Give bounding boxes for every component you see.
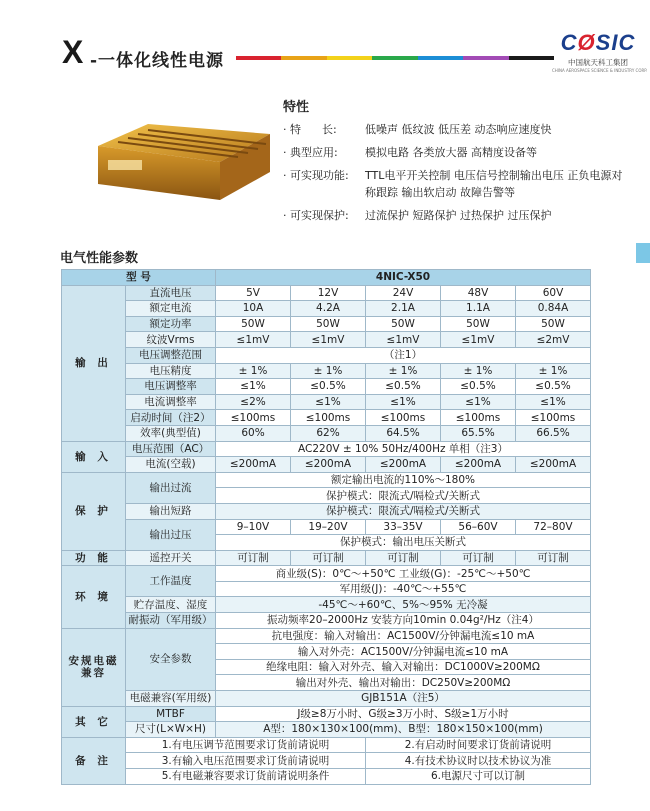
table-row: 安规电磁兼容 安全参数 抗电强度：输入对输出：AC1500V/分钟漏电流≤10 mA [62, 628, 591, 644]
table-row: 其 它 MTBF J级≥8万小时、G级≥3万小时、S级≥1万小时 [62, 706, 591, 722]
page-title: -一体化线性电源 [90, 51, 225, 71]
table-row: 5.有电磁兼容要求订货前请说明条件 6.电源尺寸可以订制 [62, 769, 591, 785]
logo-mark: CØSIC [560, 30, 636, 55]
color-rule [236, 56, 554, 60]
page-header [52, 30, 648, 74]
rule-segment [463, 56, 508, 60]
table-row: 型 号 4NIC-X50 [62, 270, 591, 286]
product-image [88, 104, 278, 204]
table-row: 启动时间（注2） ≤100ms ≤100ms ≤100ms ≤100ms ≤100ms [62, 410, 591, 426]
rule-segment [236, 56, 281, 60]
table-row: 耐振动（军用级） 振动频率20–2000Hz 安装方向10min 0.04g²/Hz（注4） [62, 613, 591, 629]
table-row: 输出对外壳、输出对输出：DC250V≥200MΩ [62, 675, 591, 691]
table-row: 保护模式：限流式/嗝检式/关断式 [62, 488, 591, 504]
casic-logo [552, 24, 648, 80]
section-title: 电气性能参数 [60, 251, 139, 266]
rule-segment [418, 56, 463, 60]
rule-segment [281, 56, 326, 60]
table-row: 保护模式：输出电压关断式 [62, 535, 591, 551]
table-row: 尺寸(L×W×H) A型：180×130×100(mm)、B型：180×150×100(mm) [62, 722, 591, 738]
table-row: 输 出 直流电压 5V 12V 24V 48V 60V [62, 285, 591, 301]
features-heading: 特性 [283, 100, 310, 115]
rule-segment [509, 56, 554, 60]
table-row: 绝缘电阻：输入对外壳、输入对输出：DC1000V≥200MΩ [62, 659, 591, 675]
table-row: 电压精度 ± 1% ± 1% ± 1% ± 1% ± 1% [62, 363, 591, 379]
rule-segment [327, 56, 372, 60]
table-row: 电压调整率 ≤1% ≤0.5% ≤0.5% ≤0.5% ≤0.5% [62, 379, 591, 395]
page-tab-marker [636, 243, 650, 263]
table-row: 效率(典型值) 60% 62% 64.5% 65.5% 66.5% [62, 425, 591, 441]
feature-item: · 典型应用: 模拟电路 各类放大器 高精度设备等 [283, 146, 537, 160]
logo-company-cn: 中国航天科工集团 [568, 58, 628, 67]
table-row: 军用级(J)：-40℃～+55℃ [62, 581, 591, 597]
table-row: 输出短路 保护模式：限流式/嗝检式/关断式 [62, 503, 591, 519]
series-letter: X [62, 34, 84, 70]
table-row: 贮存温度、湿度 -45℃～+60℃、5%～95% 无冷凝 [62, 597, 591, 613]
feature-item: · 可实现保护: 过流保护 短路保护 过热保护 过压保护 [283, 209, 552, 223]
table-row: 电压调整范围 （注1） [62, 347, 591, 363]
spec-table [61, 269, 591, 785]
table-row: 电流(空载) ≤200mA ≤200mA ≤200mA ≤200mA ≤200mA [62, 457, 591, 473]
table-row: 输入对外壳：AC1500V/分钟漏电流≤10 mA [62, 644, 591, 660]
table-row: 电磁兼容(军用级) GJB151A（注5） [62, 691, 591, 707]
logo-company-en: CHINA AEROSPACE SCIENCE & INDUSTRY CORP. [552, 68, 648, 73]
table-row: 输出过压 9–10V 19–20V 33–35V 56–60V 72–80V [62, 519, 591, 535]
feature-item: · 特 长: 低噪声 低纹波 低压差 动态响应速度快 [283, 123, 552, 136]
table-row: 环 境 工作温度 商业级(S)：0℃～+50℃ 工业级(G)：-25℃～+50℃ [62, 566, 591, 582]
table-row: 电流调整率 ≤2% ≤1% ≤1% ≤1% ≤1% [62, 394, 591, 410]
rule-segment [372, 56, 417, 60]
table-row: 保 护 输出过流 额定输出电流的110%～180% [62, 472, 591, 488]
table-row: 纹波Vrms ≤1mV ≤1mV ≤1mV ≤1mV ≤2mV [62, 332, 591, 348]
table-row: 备 注 1.有电压调节范围要求订货前请说明 2.有启动时间要求订货前请说明 [62, 737, 591, 753]
table-row: 功 能 遥控开关 可订制 可订制 可订制 可订制 可订制 [62, 550, 591, 566]
table-row: 额定功率 50W 50W 50W 50W 50W [62, 316, 591, 332]
table-row: 输 入 电压范围（AC） AC220V ± 10% 50Hz/400Hz 单相（注3） [62, 441, 591, 457]
table-row: 3.有输入电压范围要求订货前请说明 4.有技术协议时以技术协议为准 [62, 753, 591, 769]
features-block [283, 96, 633, 230]
table-row: 额定电流 10A 4.2A 2.1A 1.1A 0.84A [62, 301, 591, 317]
feature-item: · 可实现功能: TTL电平开关控制 电压信号控制输出电压 正负电源对称跟踪 输出软启动 故障告警等 [283, 169, 623, 200]
